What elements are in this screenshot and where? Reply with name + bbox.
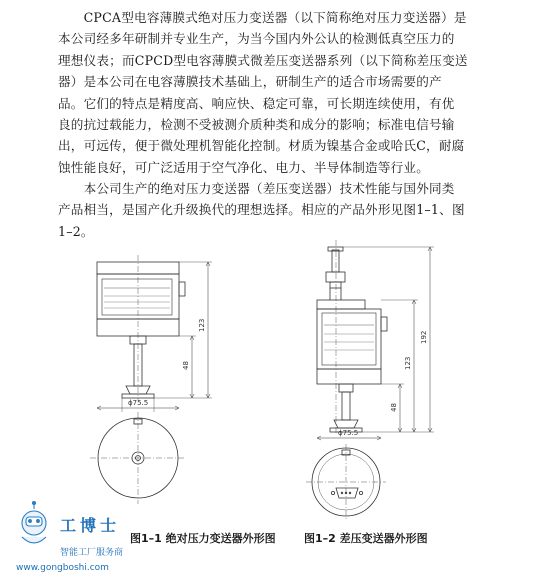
watermark-subtitle: 智能工厂服务商 bbox=[60, 548, 124, 558]
flange bbox=[334, 420, 358, 428]
text-line: 本公司生产的绝对压力变送器（差压变送器）技术性能与国外同类 bbox=[58, 181, 455, 196]
dim-text-192: 192 bbox=[420, 330, 428, 344]
figure-1-1-drawing bbox=[90, 255, 212, 504]
transmitter-body bbox=[317, 309, 381, 369]
text-line: 器）是本公司在电容薄膜技术基础上，研制生产的适合市场需要的产 bbox=[58, 74, 442, 90]
text-line: CPCA型电容薄膜式绝对压力变送器（以下简称绝对压力变送器）是 bbox=[58, 10, 467, 25]
text-line: 蚀性能良好，可广泛适用于空气净化、电力、半导体制造等行业。 bbox=[58, 159, 430, 175]
dim-text-diameter: ϕ75.5 bbox=[338, 429, 359, 437]
nameplate bbox=[322, 313, 376, 365]
text-line: 产品相当，是国产化升级换代的理想选择。相应的产品外形见图1–1、图 bbox=[58, 202, 465, 218]
watermark-brand: 工博士 bbox=[60, 516, 121, 535]
dim-text-diameter: ϕ75.5 bbox=[128, 399, 149, 407]
text-line: 良的抗过载能力，检测不受被测介质种类和成分的影响；标准电信号输 bbox=[58, 117, 455, 133]
text-line: 出，可远传，便于微处理机智能化控制。材质为镍基合金或哈氏C，耐腐 bbox=[58, 138, 465, 154]
dim-text-123: 123 bbox=[404, 356, 412, 370]
dim-text-48: 48 bbox=[390, 403, 398, 412]
lower-housing bbox=[317, 369, 381, 384]
figure-1-2-caption: 图1–2 差压变送器外形图 bbox=[304, 532, 428, 545]
top-cap bbox=[317, 300, 365, 309]
text-line: 1–2。 bbox=[58, 223, 94, 239]
stem bbox=[342, 392, 350, 420]
robot-mascot-icon bbox=[22, 502, 46, 544]
text-line: 理想仪表；而CPCD型电容薄膜式微差压变送器系列（以下简称差压变送 bbox=[58, 52, 468, 68]
side-connector bbox=[179, 282, 185, 296]
figure-1-2-drawing bbox=[306, 240, 434, 520]
top-port bbox=[332, 250, 339, 272]
dim-text-48: 48 bbox=[182, 361, 190, 370]
text-line: 本公司经多年研制并专业生产，为当今国内外公认的检测低真空压力的 bbox=[58, 31, 455, 47]
nameplate bbox=[102, 279, 172, 315]
dim-text-123: 123 bbox=[198, 318, 206, 332]
side-connector bbox=[381, 317, 387, 331]
watermark-url: www.gongboshi.com bbox=[16, 563, 109, 573]
text-line: 品。它们的特点是精度高、响应快、稳定可靠，可长期连续使用，有优 bbox=[58, 95, 455, 111]
figure-1-1-caption: 图1–1 绝对压力变送器外形图 bbox=[130, 532, 276, 545]
